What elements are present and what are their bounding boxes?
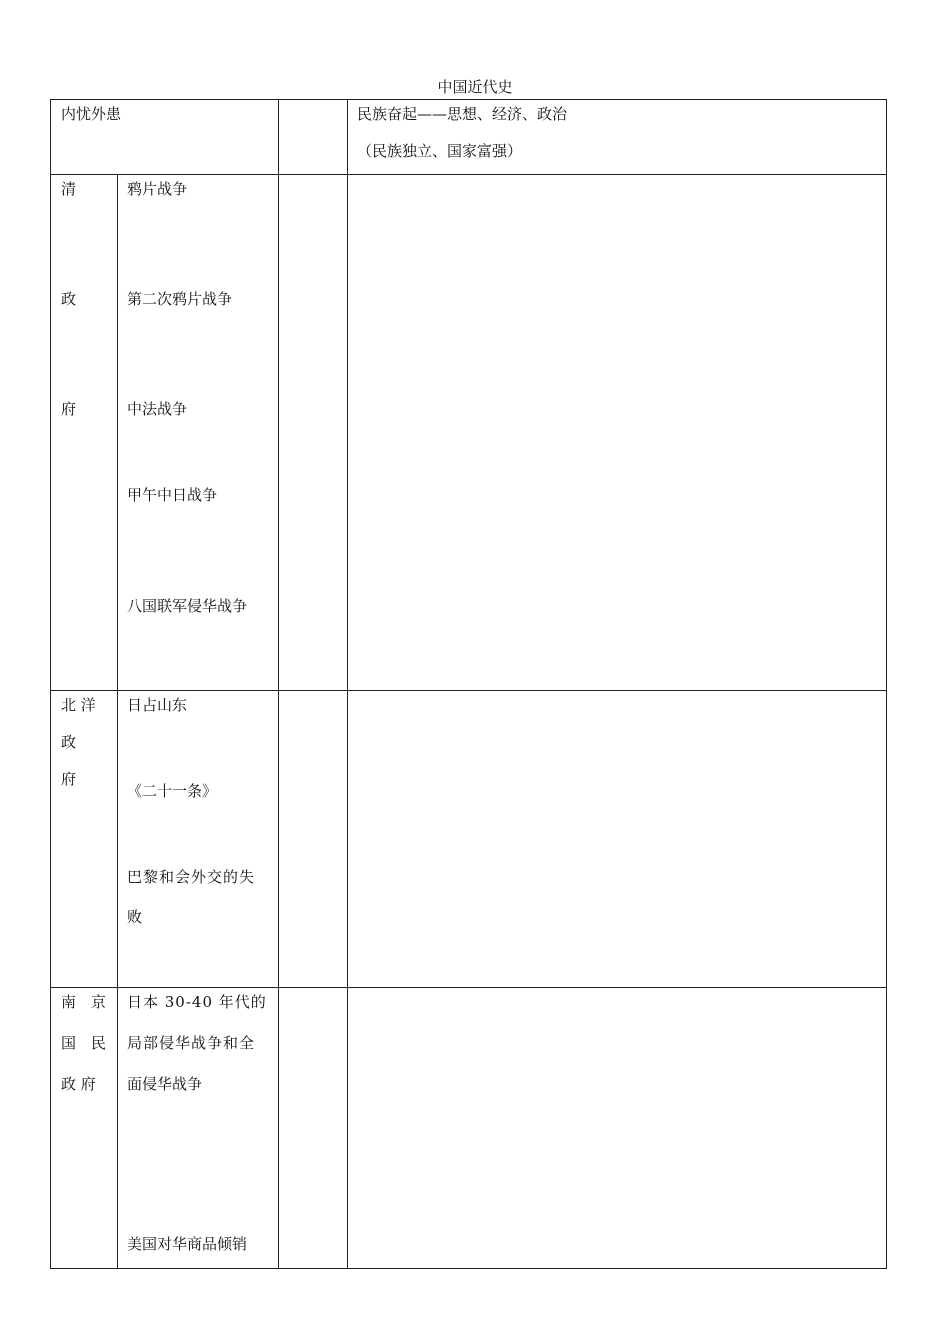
page-title: 中国近代史 bbox=[437, 78, 513, 96]
event-item: 八国联军侵华战争 bbox=[127, 597, 248, 615]
event-item: 甲午中日战争 bbox=[127, 486, 218, 504]
event-item: 美国对华商品倾销 bbox=[127, 1235, 248, 1253]
history-table bbox=[50, 99, 887, 1269]
gov-label: 国 民 bbox=[61, 1034, 107, 1052]
gov-label: 南 京 bbox=[61, 993, 107, 1011]
column-divider bbox=[117, 174, 118, 1268]
gov-label: 政 府 bbox=[61, 1075, 96, 1093]
event-item: 巴黎和会外交的失 bbox=[127, 868, 256, 886]
event-item: 面侵华战争 bbox=[127, 1075, 203, 1093]
gov-label: 清 bbox=[61, 180, 77, 198]
column-divider bbox=[278, 100, 279, 1268]
event-item: 鸦片战争 bbox=[127, 180, 188, 198]
event-item: 败 bbox=[127, 908, 143, 926]
row-divider bbox=[51, 690, 886, 691]
row-divider bbox=[51, 174, 886, 175]
column-divider bbox=[347, 100, 348, 1268]
row-divider bbox=[51, 987, 886, 988]
gov-label: 政 bbox=[61, 290, 77, 308]
header-right-line2: （民族独立、国家富强） bbox=[357, 142, 523, 160]
header-left: 内忧外患 bbox=[61, 105, 122, 123]
gov-label: 政 bbox=[61, 733, 77, 751]
gov-label: 府 bbox=[61, 770, 77, 788]
event-item: 《二十一条》 bbox=[127, 782, 218, 800]
event-item: 局部侵华战争和全 bbox=[127, 1034, 256, 1052]
event-item: 中法战争 bbox=[127, 400, 188, 418]
event-item: 第二次鸦片战争 bbox=[127, 290, 233, 308]
header-right-line1: 民族奋起——思想、经济、政治 bbox=[357, 105, 568, 123]
gov-label: 北 洋 bbox=[61, 696, 96, 714]
event-item: 日占山东 bbox=[127, 696, 188, 714]
event-item: 日本 30-40 年代的 bbox=[127, 993, 267, 1011]
gov-label: 府 bbox=[61, 400, 77, 418]
